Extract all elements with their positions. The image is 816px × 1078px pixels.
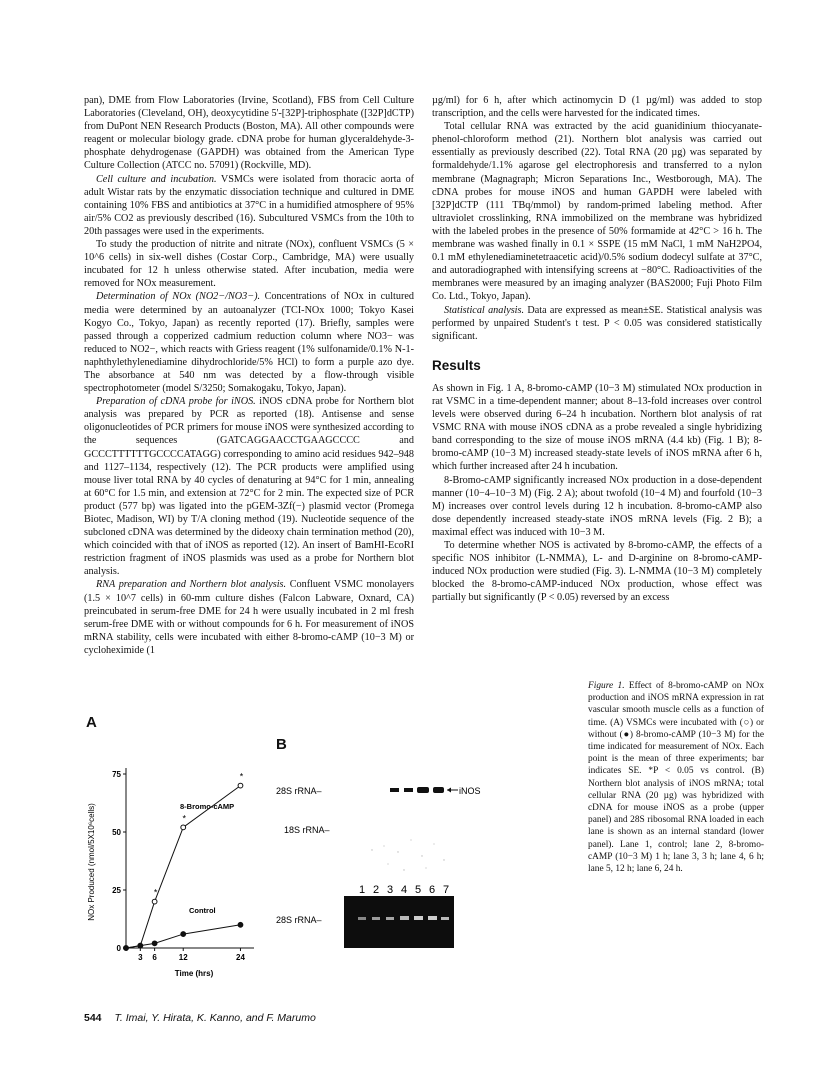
lane-number: 7 [442, 884, 450, 896]
paragraph [84, 173, 414, 238]
page-footer [84, 1012, 316, 1024]
y-tick-label: 0 [116, 944, 121, 953]
chart-nox-time-course [84, 750, 262, 980]
blot-band [433, 787, 444, 793]
significance-marker: * [182, 813, 186, 824]
lane-number: 2 [372, 884, 380, 896]
significance-marker: * [153, 887, 158, 898]
x-tick-label: 12 [178, 953, 188, 962]
caption-body: Effect of 8-bromo-cAMP on NOx production and iNOS mRNA expression in rat vascular smooth muscle cells as a function of time. (A) VSMCs were incubated with (○) or without (●) 8-bromo-cAMP (10−3 M) for the time indicated for measurement of NOx. Each point is the mean of three experiments; bar indicates SE. *P < 0.05 vs control. (B) Northern blot analysis of iNOS mRNA; total cellular RNA (20 µg) was hybridized with cDNA for mouse iNOS as a probe (upper panel) and 28S ribosomal RNA loaded in each lane is shown as an internal standard (lower panel). Lane 1, control; lane 2, 8-bromo-cAMP (10−3 M) 1 h; lane 3, 3 h; lane 4, 6 h; lane 5, 12 h; lane 6, 24 h. [588, 681, 765, 875]
blot-band [417, 787, 429, 793]
lane-number: 4 [400, 884, 408, 896]
label-28s-lower: 28S rRNA– [276, 915, 322, 925]
label-18s: 18S rRNA– [284, 825, 330, 835]
significance-marker: * [239, 771, 244, 782]
page-number: 544 [84, 1012, 102, 1024]
paragraph-body: Concentrations of NOx in cultured media were determined by an autoanalyzer (TCI-NOx 1000; Tokyo Kasei Kogyo Co., Tokyo, Japan) as recently reported (17). Briefly, samples were passed through a copperized cadmium reduction column where NO3− was reduced to NO2−, which reacts with Griess reagent (1% sulfonamide/0.1% N-1-naphthylethylenediamine dihydrochloride/5% HCl) to form a purple azo dye. The absorbance at 540 nm was detected by a flow-through visible spectrophotometer (model S/3250; Somakogaku, Tokyo, Japan). [84, 291, 414, 395]
figure-caption [588, 680, 764, 875]
paragraph [432, 304, 762, 343]
x-tick-label: 3 [138, 953, 143, 962]
lane-number: 5 [414, 884, 422, 896]
paragraph [84, 290, 414, 395]
x-tick-label: 6 [152, 953, 157, 962]
inos-bands [390, 787, 444, 793]
y-tick-label: 50 [112, 828, 121, 837]
data-point [124, 946, 129, 951]
paragraph: To study the production of nitrite and nitrate (NOx), confluent VSMCs (5 × 10^6 cells) in six-well dishes (Costar Corp., Cambridge, MA) were usually incubated for 12 h unless otherwise stated. After incubation, media were removed for NOx measurement. [84, 239, 414, 290]
y-tick-label: 25 [112, 886, 121, 895]
paragraph-body: VSMCs were isolated from thoracic aorta of adult Wistar rats by the enzymatic dissociation technique and cultured in DME containing 10% FBS and antibiotics at 37°C in a humidified atmosphere of 95% air/5% CO2 as previously described (16). Subcultured VSMCs from the 10th to 20th passages were used in the experiments. [84, 173, 415, 237]
panel-label-a: A [86, 714, 97, 731]
data-point [181, 932, 186, 937]
section-heading-results: Results [432, 357, 481, 373]
paragraph: To determine whether NOS is activated by 8-bromo-cAMP, the effects of a specific NOS inhibitor (L-NMMA), L- and D-arginine on 8-bromo-cAMP-induced NOx production were studied (Fig. 3). L-NMMA (10−3 M) completely blocked the 8-bromo-cAMP-induced NOx production, whose effect was partially but significantly (P < 0.05) reversed by an excess [432, 540, 762, 604]
chart-marks [124, 772, 244, 951]
data-point [152, 899, 157, 904]
running-authors: T. Imai, Y. Hirata, K. Kanno, and F. Marumo [114, 1012, 316, 1024]
data-point [238, 783, 243, 788]
y-axis-label: NOx Produced (nmol/5X10⁶cells) [87, 803, 96, 921]
arrow-head-icon [447, 788, 451, 793]
lane-number: 6 [428, 884, 436, 896]
data-point [238, 922, 243, 927]
paragraph: Total cellular RNA was extracted by the acid guanidinium thiocyanate-phenol-chloroform method (21). Northern blot analysis was carried out essentially as previously described (22). Total RNA (20 µg) was separated by formaldehyde/1.1% agarose gel electrophoresis and transferred to a nylon membrane (Magnagraph; Micron Separations Inc., Westborough, MA). The cDNA probes for mouse iNOS and human GAPDH were labeled with [32P]dCTP (111 TBq/mmol) by random-primed labeling method. After ultraviolet crosslinking, RNA immobilized on the membrane was hybridized with the labeled probes in the presence of 50% formamide at 42°C > 16 h. The membrane was washed finally in 0.1 × SSPE (15 mM NaCl, 1 mM NaH2PO4, 0.1 mM ethylenediaminetetraacetic acid)/0.5% sodium dodecyl sulfate at 37°C, and autoradiographed with intensifying screens at −80°C. Radioactivities of the membranes were measured by an imaging analyzer (BAS2000; Fuji Photo Film Co. Ltd., Tokyo, Japan). [432, 121, 762, 303]
paragraph: As shown in Fig. 1 A, 8-bromo-cAMP (10−3 M) stimulated NOx production in rat VSMC in a time-dependent manner; about 8–13-fold increases over control levels were observed during 6–24 h incubation. Northern blot analysis of rat VSMC RNA with mouse iNOS cDNA as a probe revealed a single hybridizing band corresponding to the size of mouse iNOS mRNA (4.4 kb) (Fig. 1 B); 8-bromo-cAMP (10−3 M) increased steady-state levels of iNOS mRNA after 6 h, which further increased after 24 h incubation. [432, 382, 762, 473]
label-inos: iNOS [459, 786, 481, 796]
paragraph: pan), DME from Flow Laboratories (Irvine, Scotland), FBS from Cell Culture Laboratories (Cleveland, OH), deoxycytidine 5'-[32P]-triphosphate ([32P]dCTP) from DuPont NEN Research Products (Boston, MA). All other compounds were reagent or molecular biology grade. cDNA probe for human glyceraldehyde-3-phosphate dehydrogenase (GAPDH) was obtained from the American Type Culture Collection (ATCC no. 57091) (Rockville, MD). [84, 95, 414, 172]
blot-band [404, 788, 413, 792]
run-in-heading: Preparation of cDNA probe for iNOS. [96, 396, 256, 408]
run-in-heading: Cell culture and incubation. [96, 173, 217, 185]
lane-numbers [359, 884, 449, 896]
paragraph [84, 578, 414, 657]
paragraph: µg/ml) for 6 h, after which actinomycin D (1 µg/ml) was added to stop transcription, and the cells were harvested for the indicated times. [432, 95, 762, 120]
x-axis-label: Time (hrs) [174, 969, 214, 978]
series-label: 8-Bromo-cAMP [179, 801, 235, 811]
run-in-heading: Statistical analysis. [444, 304, 525, 316]
data-point [138, 943, 143, 948]
caption-lead: Figure 1. [588, 681, 625, 691]
lane-number: 3 [386, 884, 394, 896]
data-point [181, 825, 186, 830]
left-text-column [84, 94, 414, 657]
paragraph-body: Data are expressed as mean±SE. Statistical analysis was performed by unpaired Student's t test. P < 0.05 was considered statistically significant. [432, 304, 762, 342]
panel-label-b: B [276, 736, 287, 753]
paragraph-body: iNOS cDNA probe for Northern blot analysis was prepared by PCR as reported (18). Antisense and sense oligonucleotides of PCR primers for mouse iNOS were synthesized according to the sequences (GATCAGGAACCTGAAGCCCC and GCCCTTTTTTGCCCCATAGG) corresponding to amino acid residues 942–948 and 1127–1134, respectively (12). The PCR products were amplified using mouse liver total RNA by 40 cycles of denaturing at 94°C for 1 min, annealing at 60°C for 1.5 min, and extension at 72°C for 2 min. The expected size of PCR product (577 bp) was ligated into the pGEM-3Zf(−) plasmid vector (Promega Biotec, Madison, WI) by T/A cloning method (19). Nucleotide sequence of the subcloned cDNA was determined by the dideoxy chain termination method (20), which coincided with that of iNOS as reported (12). An insert of BamHI-EcoRI restriction fragment of iNOS plasmids was used as a probe for Northern blot analysis. [84, 396, 414, 578]
y-tick-label: 75 [112, 770, 121, 779]
northern-blot [276, 780, 482, 962]
gel-lower-panel [344, 896, 454, 948]
run-in-heading: Determination of NOx (NO2−/NO3−). [96, 291, 261, 303]
blot-band [390, 788, 399, 792]
right-text-column [432, 94, 762, 604]
run-in-heading: RNA preparation and Northern blot analysis. [96, 579, 287, 591]
blot-background-speckle [371, 839, 444, 870]
data-point [152, 941, 157, 946]
label-28s-upper: 28S rRNA– [276, 786, 322, 796]
paragraph: 8-Bromo-cAMP significantly increased NOx production in a dose-dependent manner (10−4–10−3 M) (Fig. 2 A); about twofold (10−4 M) and fourfold (10−3 M) increases over control levels during 12 h incubation. 8-bromo-cAMP also dose dependently increased steady-state iNOS mRNA levels (Fig. 2 B); a maximal effect was induced with 10−3 M. [432, 474, 762, 538]
series-label: Control [188, 906, 216, 916]
x-tick-label: 24 [236, 953, 245, 962]
lane-number: 1 [358, 884, 366, 896]
paragraph-body: Confluent VSMC monolayers (1.5 × 10^7 cells) in 60-mm culture dishes (Falcon Labware, Oxnard, CA) preincubated in serum-free DME for 24 h were usually incubated in 2 ml fresh serum-free DME with or without compounds for 6 h. For measurement of iNOS mRNA stability, cells were incubated with either 8-bromo-cAMP (10−3 M) or cycloheximide (1 [84, 579, 414, 656]
paragraph [84, 395, 414, 578]
